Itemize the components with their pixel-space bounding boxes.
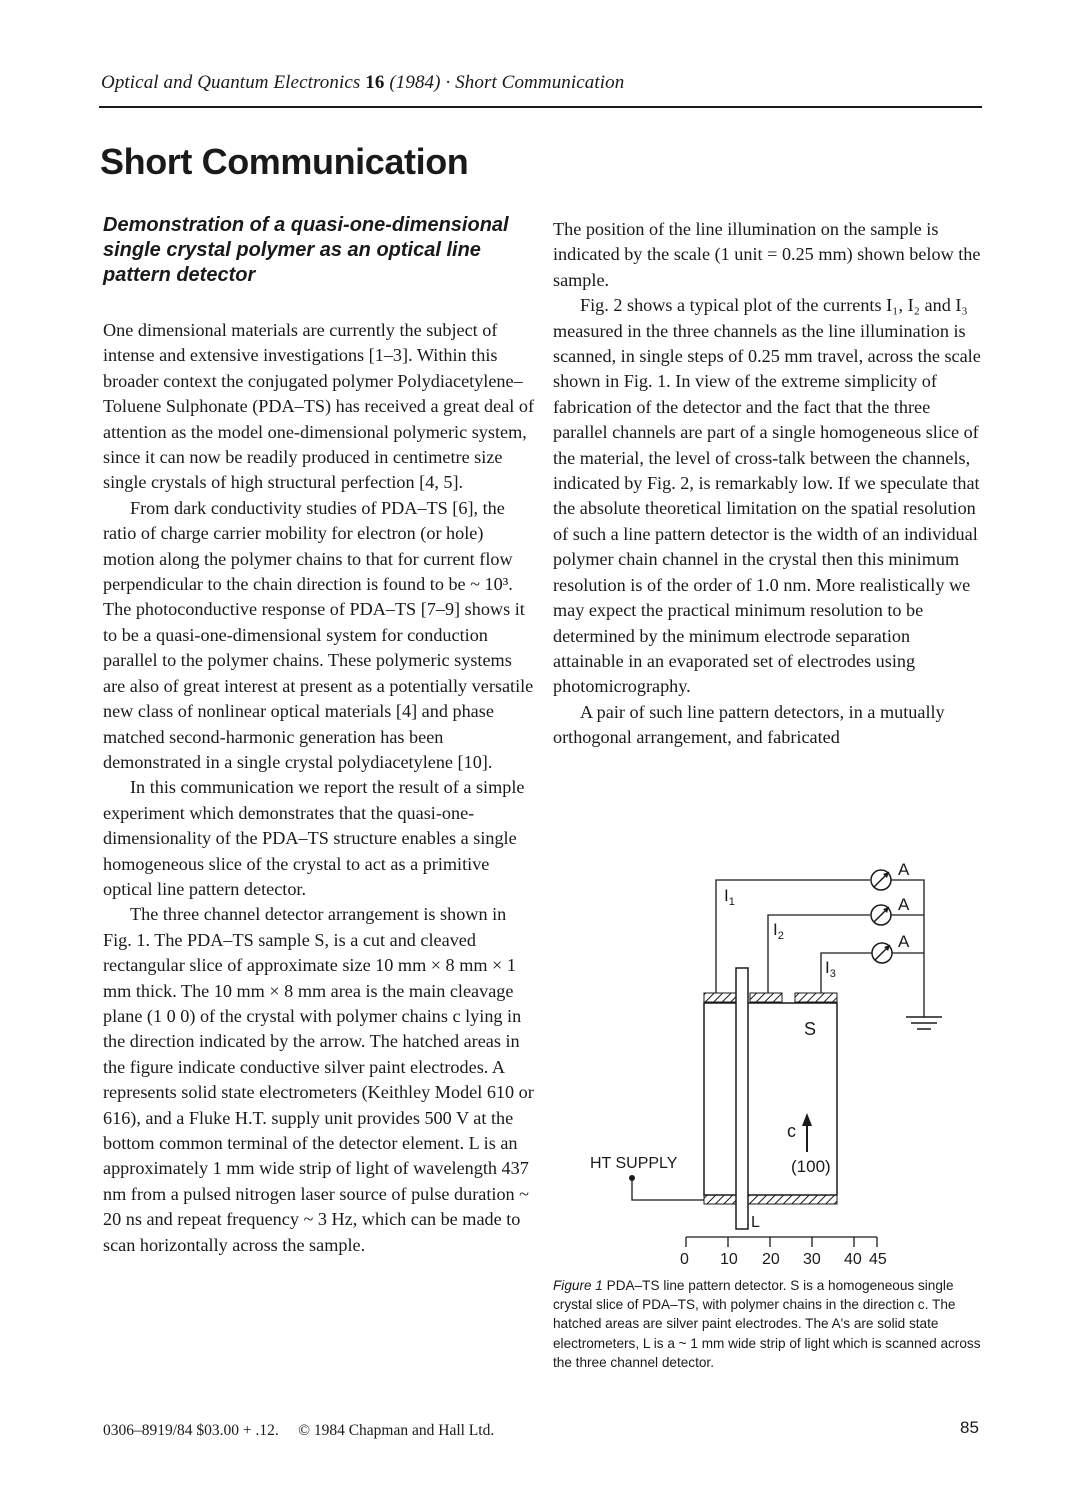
- footer-code: 0306–8919/84 $03.00 + .12.: [103, 1422, 279, 1439]
- volume-number: 16: [365, 72, 385, 93]
- scale-tick-label: 10: [720, 1251, 738, 1268]
- paragraph: The position of the line illumination on the sample is indicated by the scale (1 unit = 0.25 mm) shown below the sample.: [553, 219, 981, 290]
- caption-text: PDA–TS line pattern detector. S is a homogeneous single crystal slice of PDA–TS, with polymer chains in the direction c. The hatched areas are silver paint electrodes. The A's are solid state electrometers, L is a ~ 1 mm wide strip of light which is scanned across the three channel detector.: [553, 1278, 981, 1370]
- scale-tick-label: 45: [869, 1251, 887, 1268]
- electrometer-2: [871, 905, 891, 925]
- footer: [103, 1422, 494, 1440]
- supply-label: HT SUPPLY: [590, 1155, 678, 1172]
- paragraph: In this communication we report the result of a simple experiment which demonstrates that the quasi-one-dimensionality of the PDA–TS structure enables a single homogeneous slice of the crystal to act as a primitive optical line pattern detector.: [103, 777, 525, 899]
- position-scale: [686, 1237, 877, 1247]
- meter-label: A: [898, 860, 910, 879]
- figure-caption: [553, 1276, 983, 1372]
- electrode-2: [750, 993, 782, 1002]
- paragraph: The three channel detector arrangement is shown in Fig. 1. The PDA–TS sample S, is a cut and cleaved rectangular slice of approximate size 10 mm × 8 mm × 1 mm thick. The 10 mm × 8 mm area is the main cleavage plane (1 0 0) of the crystal with polymer chains c lying in the direction indicated by the arrow. The hatched areas in the figure indicate conductive silver paint electrodes. A represents solid state electrometers (Keithley Model 610 or 616), and a Fluke H.T. supply unit provides 500 V at the bottom common terminal of the detector element. L is an approximately 1 mm wide strip of light of wavelength 437 nm from a pulsed nitrogen laser source of pulse duration ~ 20 ns and repeat frequency ~ 3 Hz, which can be made to scan horizontally across the sample.: [103, 904, 534, 1255]
- chain-direction-arrow: [802, 1113, 812, 1152]
- header-rule: [99, 106, 982, 108]
- paragraph: From dark conductivity studies of PDA–TS [6], the ratio of charge carrier mobility for electron (or hole) motion along the polymer chains to that for current flow perpendicular to the chain direction is found to be ~ 10³. The photoconductive response of PDA–TS [7–9] shows it to be a quasi-one-dimensional system for conduction parallel to the polymer chains. These polymeric systems are also of great interest at present as a potentially versatile new class of nonlinear optical materials [4] and phase matched second-harmonic generation has been demonstrated in a single crystal polydiacetylene [10].: [103, 497, 534, 772]
- wire-2: [768, 915, 870, 993]
- left-column: [103, 213, 535, 1258]
- scale-tick-label: 30: [803, 1251, 821, 1268]
- light-label: L: [751, 1214, 760, 1231]
- running-head: [101, 72, 624, 94]
- page-number: 85: [960, 1418, 979, 1437]
- common-electrode: [704, 1195, 837, 1204]
- year: (1984): [389, 72, 441, 93]
- scale-tick-label: 40: [844, 1251, 862, 1268]
- separator: ·: [445, 72, 451, 93]
- scale-tick-label: 0: [680, 1251, 689, 1268]
- chain-label: c: [787, 1121, 796, 1141]
- article-title: Demonstration of a quasi-one-dimensional single crystal polymer as an optical line pattern detector: [103, 214, 509, 286]
- electrode-1: [704, 993, 737, 1002]
- caption-label: Figure 1: [553, 1278, 603, 1293]
- paragraph: Fig. 2 shows a typical plot of the currents I₁, I₂ and I₃ measured in the three channels as the line illumination is scanned, in single steps of 0.25 mm travel, across the scale shown in Fig. 1. In view of the extreme simplicity of fabrication of the detector and the fact that the three parallel channels are part of a single homogeneous slice of the material, the level of cross-talk between the channels, indicated by Fig. 2, is remarkably low. If we speculate that the absolute theoretical limitation on the spatial resolution of such a line pattern detector is the width of an individual polymer chain channel in the crystal then this minimum resolution is of the order of 1.0 nm. More realistically we may expect the practical minimum resolution to be determined by the minimum electrode separation attainable in an evaporated set of electrodes using photomicrography.: [553, 295, 981, 697]
- sample-label: S: [804, 1019, 817, 1039]
- electrode-3: [795, 993, 837, 1002]
- right-column: [553, 217, 983, 751]
- journal-name: Optical and Quantum Electronics: [101, 72, 361, 93]
- section-title: Short Communication: [100, 141, 469, 182]
- scale-tick-label: 20: [762, 1251, 780, 1268]
- current-label-3: $I_3$: [825, 958, 836, 980]
- supply-terminal: [629, 1175, 704, 1200]
- current-label-1: $I_1$: [724, 886, 735, 908]
- ground-icon: [906, 1017, 942, 1029]
- plane-label: (100): [791, 1157, 831, 1176]
- footer-copyright: © 1984 Chapman and Hall Ltd.: [298, 1422, 495, 1439]
- electrometer-1: [871, 870, 891, 890]
- section-name: Short Communication: [455, 72, 625, 93]
- paragraph: A pair of such line pattern detectors, in a mutually orthogonal arrangement, and fabricated: [553, 701, 945, 748]
- meter-label: A: [898, 895, 910, 914]
- light-strip: [736, 968, 748, 1229]
- current-label-2: $I_2$: [773, 920, 784, 942]
- meter-label: A: [898, 932, 910, 951]
- detector-diagram: [580, 855, 960, 1270]
- paragraph: One dimensional materials are currently the subject of intense and extensive investigations [1–3]. Within this broader context the conjugated polymer Polydiacetylene–Toluene Sulphonate (PDA–TS) has received a great deal of attention as the model one-dimensional polymeric system, since it can now be readily produced in centimetre size single crystals of high structural perfection [4, 5].: [103, 320, 535, 493]
- electrometer-3: [872, 943, 892, 963]
